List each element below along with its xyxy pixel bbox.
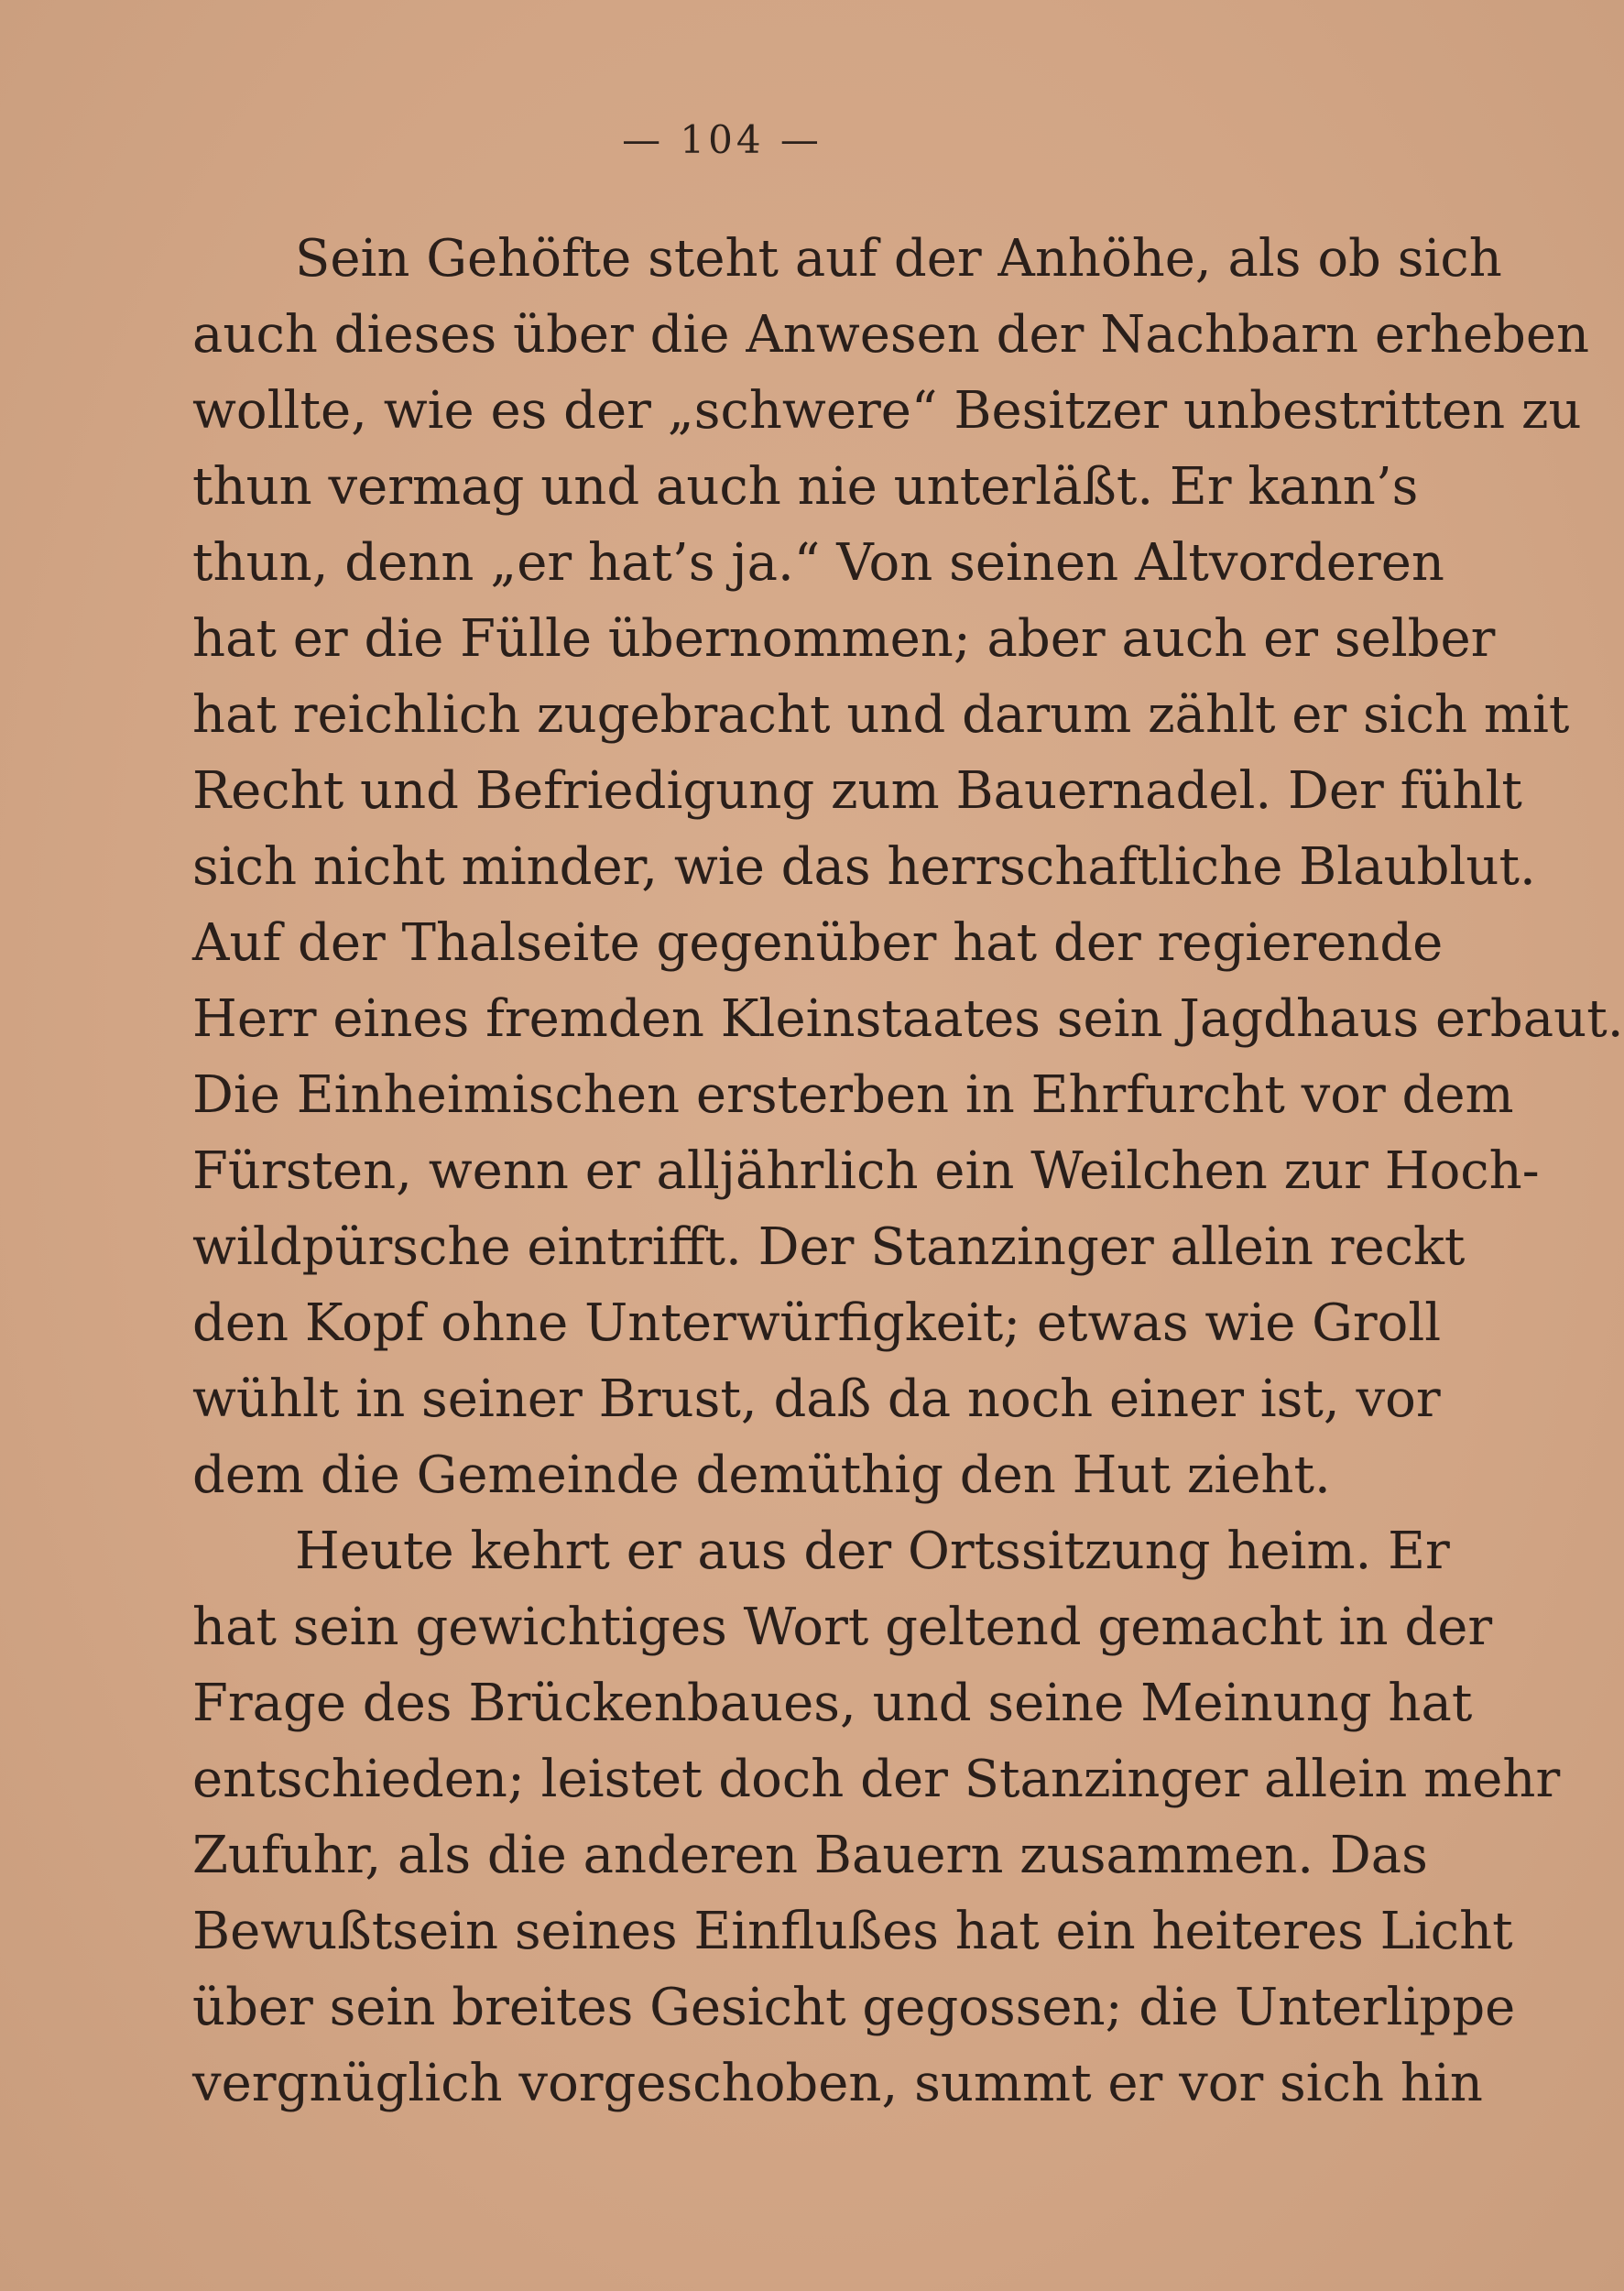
text-line: Auf der Thalseite gegenüber hat der regierende [192,913,1444,973]
text-line: Herr eines fremden Kleinstaates sein Jagdhaus erbaut. [192,989,1624,1049]
text-line: Frage des Brückenbaues, und seine Meinung hat [192,1674,1473,1733]
page-number: — 104 — [622,117,823,162]
text-line: thun vermag und auch nie unterläßt. Er kann’s [192,457,1419,517]
text-line: wildpürsche eintrifft. Der Stanzinger allein reckt [192,1217,1466,1277]
text-line: Bewußtsein seines Einflußes hat ein heiteres Licht [192,1902,1513,1961]
text-line: auch dieses über die Anwesen der Nachbarn erheben [192,305,1590,365]
text-line: Fürsten, wenn er alljährlich ein Weilchen zur Hoch- [192,1141,1540,1201]
text-line: dem die Gemeinde demüthig den Hut zieht. [192,1446,1331,1505]
text-line: wollte, wie es der „schwere“ Besitzer unbestritten zu [192,381,1582,441]
text-line: sich nicht minder, wie das herrschaftliche Blaublut. [192,837,1536,897]
text-line: Recht und Befriedigung zum Bauernadel. Der fühlt [192,761,1522,821]
text-line: Zufuhr, als die anderen Bauern zusammen. Das [192,1826,1428,1885]
text-line: hat reichlich zugebracht und darum zählt er sich mit [192,685,1570,745]
text-line: Heute kehrt er aus der Ortssitzung heim. Er [295,1522,1450,1581]
text-line: über sein breites Gesicht gegossen; die Unterlippe [192,1978,1516,2037]
text-line: hat sein gewichtiges Wort geltend gemacht in der [192,1598,1493,1657]
text-line: hat er die Fülle übernommen; aber auch er selber [192,609,1496,669]
text-line: wühlt in seiner Brust, daß da noch einer ist, vor [192,1369,1441,1429]
text-line: den Kopf ohne Unterwürfigkeit; etwas wie Groll [192,1293,1442,1353]
text-line: entschieden; leistet doch der Stanzinger allein mehr [192,1750,1561,1809]
text-line: thun, denn „er hat’s ja.“ Von seinen Altvorderen [192,533,1444,593]
text-line: Sein Gehöfte steht auf der Anhöhe, als ob sich [295,229,1502,289]
text-line: Die Einheimischen ersterben in Ehrfurcht vor dem [192,1065,1514,1125]
text-line: vergnüglich vorgeschoben, summt er vor sich hin [192,2054,1483,2113]
